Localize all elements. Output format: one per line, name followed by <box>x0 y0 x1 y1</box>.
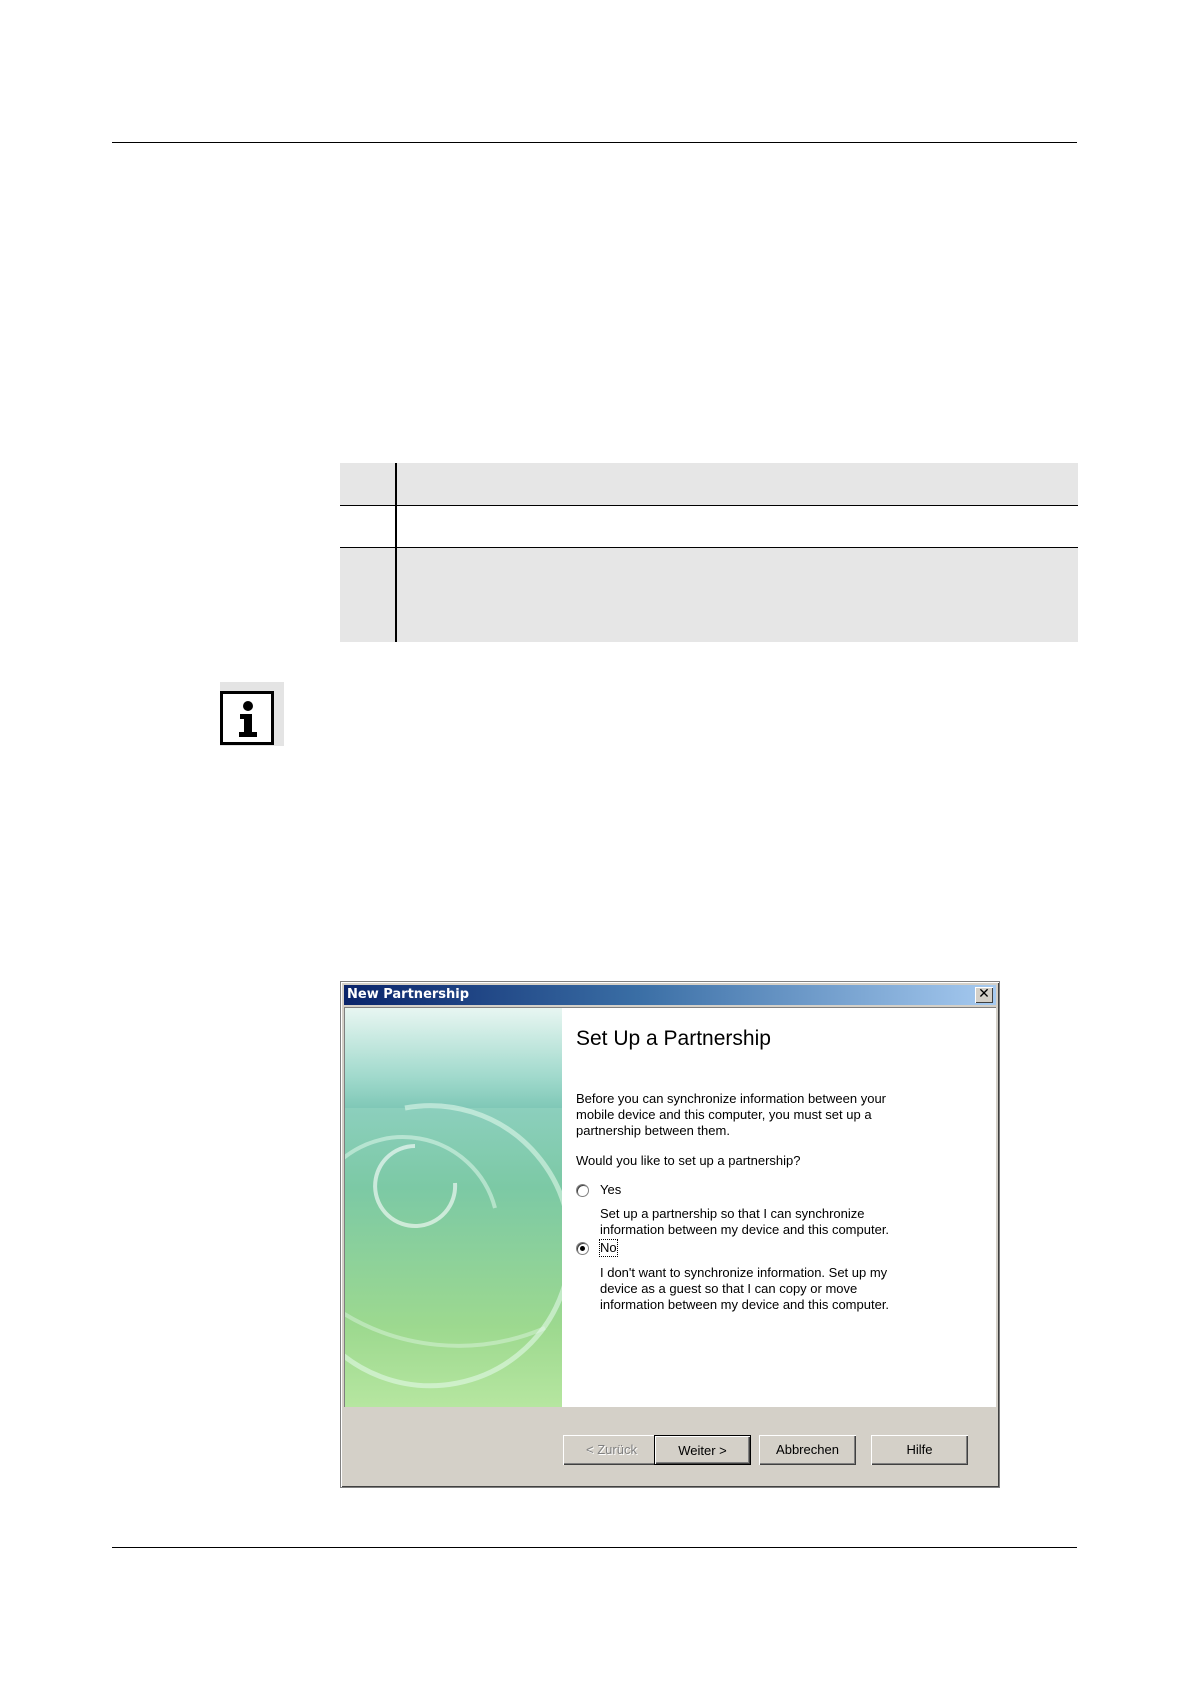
description-line: information between my device and this computer. <box>600 1222 890 1237</box>
intro-line: partnership between them. <box>576 1123 730 1138</box>
close-button[interactable] <box>975 987 993 1003</box>
column-divider <box>395 463 397 642</box>
radio-yes-label[interactable]: Yes <box>600 1182 622 1197</box>
intro-line: mobile device and this computer, you must set up a <box>576 1107 872 1122</box>
help-button[interactable]: Hilfe <box>871 1435 968 1465</box>
header-rule <box>112 142 1077 143</box>
back-button[interactable]: < Zurück <box>563 1435 660 1465</box>
description-line: information between my device and this computer. <box>600 1297 890 1312</box>
swirl-graphic <box>345 1008 562 1407</box>
new-partnership-dialog <box>340 981 1000 1488</box>
title-bar[interactable] <box>344 985 996 1005</box>
wizard-heading: Set Up a Partnership <box>576 1027 771 1050</box>
radio-no-label[interactable]: No <box>600 1240 617 1255</box>
intro-text <box>576 1091 916 1139</box>
footer-rule <box>112 1547 1077 1548</box>
intro-line: Before you can synchronize information between your <box>576 1091 887 1106</box>
close-icon: ✕ <box>978 986 990 1002</box>
wizard-content <box>344 1007 996 1407</box>
wizard-side-graphic <box>345 1008 562 1407</box>
table-row <box>340 548 1078 642</box>
table-row <box>340 463 1078 505</box>
radio-yes[interactable] <box>576 1184 589 1197</box>
cancel-button[interactable]: Abbrechen <box>759 1435 856 1465</box>
radio-no-description <box>600 1265 920 1313</box>
info-icon <box>220 682 284 746</box>
description-line: device as a guest so that I can copy or move <box>600 1281 858 1296</box>
dialog-title: New Partnership <box>347 987 470 1002</box>
radio-yes-description <box>600 1206 920 1238</box>
next-button[interactable]: Weiter > <box>654 1435 751 1465</box>
table-row <box>340 506 1078 547</box>
info-glyph <box>223 694 271 742</box>
radio-selected-dot <box>580 1246 585 1251</box>
question-text: Would you like to set up a partnership? <box>576 1153 801 1168</box>
radio-no[interactable] <box>576 1242 589 1255</box>
info-icon-frame <box>220 691 274 745</box>
description-line: I don't want to synchronize information. Set up my <box>600 1265 888 1280</box>
step-table <box>340 463 1078 642</box>
description-line: Set up a partnership so that I can synchronize <box>600 1206 865 1221</box>
